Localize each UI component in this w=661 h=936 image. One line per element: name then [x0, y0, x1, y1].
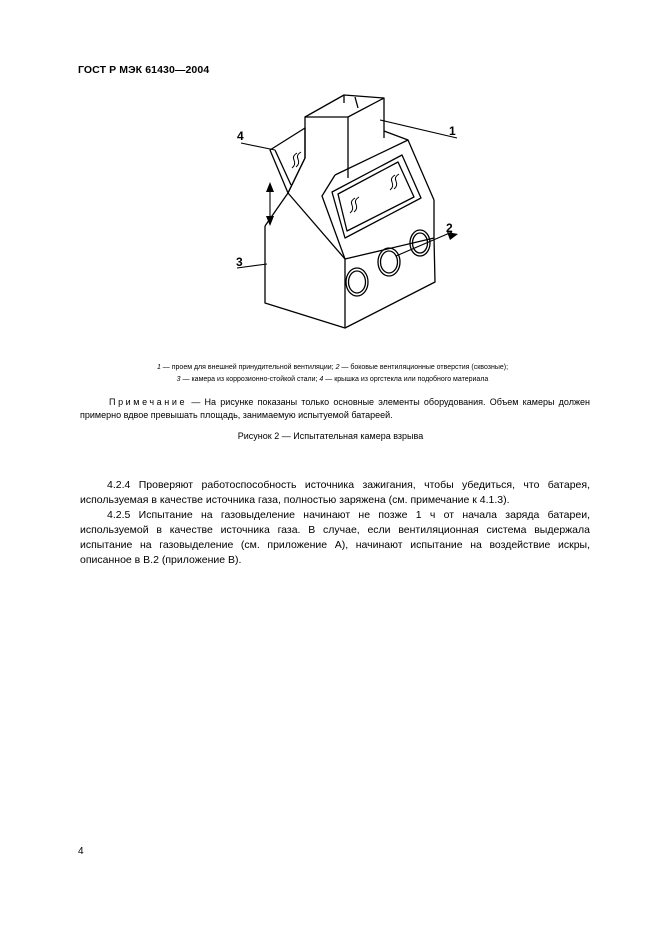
figure-legend-line-2: 3 — камера из коррозионно-стойкой стали; 4 — крышка из оргстекла или подобного материала	[176, 376, 489, 383]
note-label: Примечание	[109, 397, 188, 407]
paragraph-4-2-4: 4.2.4 Проверяют работоспособность источника зажигания, чтобы убедиться, что батарея, используемая в качестве источника газа, полностью заряжена (см. примечание к 4.1.3).	[80, 479, 590, 506]
figure-legend-line-1: 1 — проем для внешней принудительной вентиляции; 2 — боковые вентиляционные отверстия (сквозные);	[156, 364, 509, 371]
figure-note	[80, 396, 590, 422]
note-text: — На рисунке показаны только основные элементы оборудования. Объем камеры должен примерно вдвое превышать площадь, занимаемую испытуемой батареей.	[80, 397, 590, 420]
plexiglass-lid	[270, 128, 305, 193]
callout-2: 2	[446, 221, 453, 235]
callout-1: 1	[449, 124, 456, 138]
document-header: ГОСТ Р МЭК 61430—2004	[78, 64, 210, 76]
leader-lines	[237, 120, 457, 268]
glass-hatching	[292, 152, 399, 213]
paragraph-4-2-5: 4.2.5 Испытание на газовыделение начинают не позже 1 ч от начала заряда батареи, используемой в качестве источника газа. В случае, если вентиляционная система выдержала испытание на газовыделение (см. приложение А), начинают испытание на воздействие искры, описанное в В.2 (приложение В).	[80, 509, 590, 566]
side-vent-holes	[346, 230, 430, 296]
page-number: 4	[78, 846, 84, 857]
figure-caption: Рисунок 2 — Испытательная камера взрыва	[237, 431, 424, 441]
test-chamber-figure	[230, 86, 470, 336]
callout-3: 3	[236, 255, 243, 269]
callout-4: 4	[237, 129, 244, 143]
chamber-body	[265, 128, 435, 328]
ventilation-duct	[305, 95, 384, 178]
